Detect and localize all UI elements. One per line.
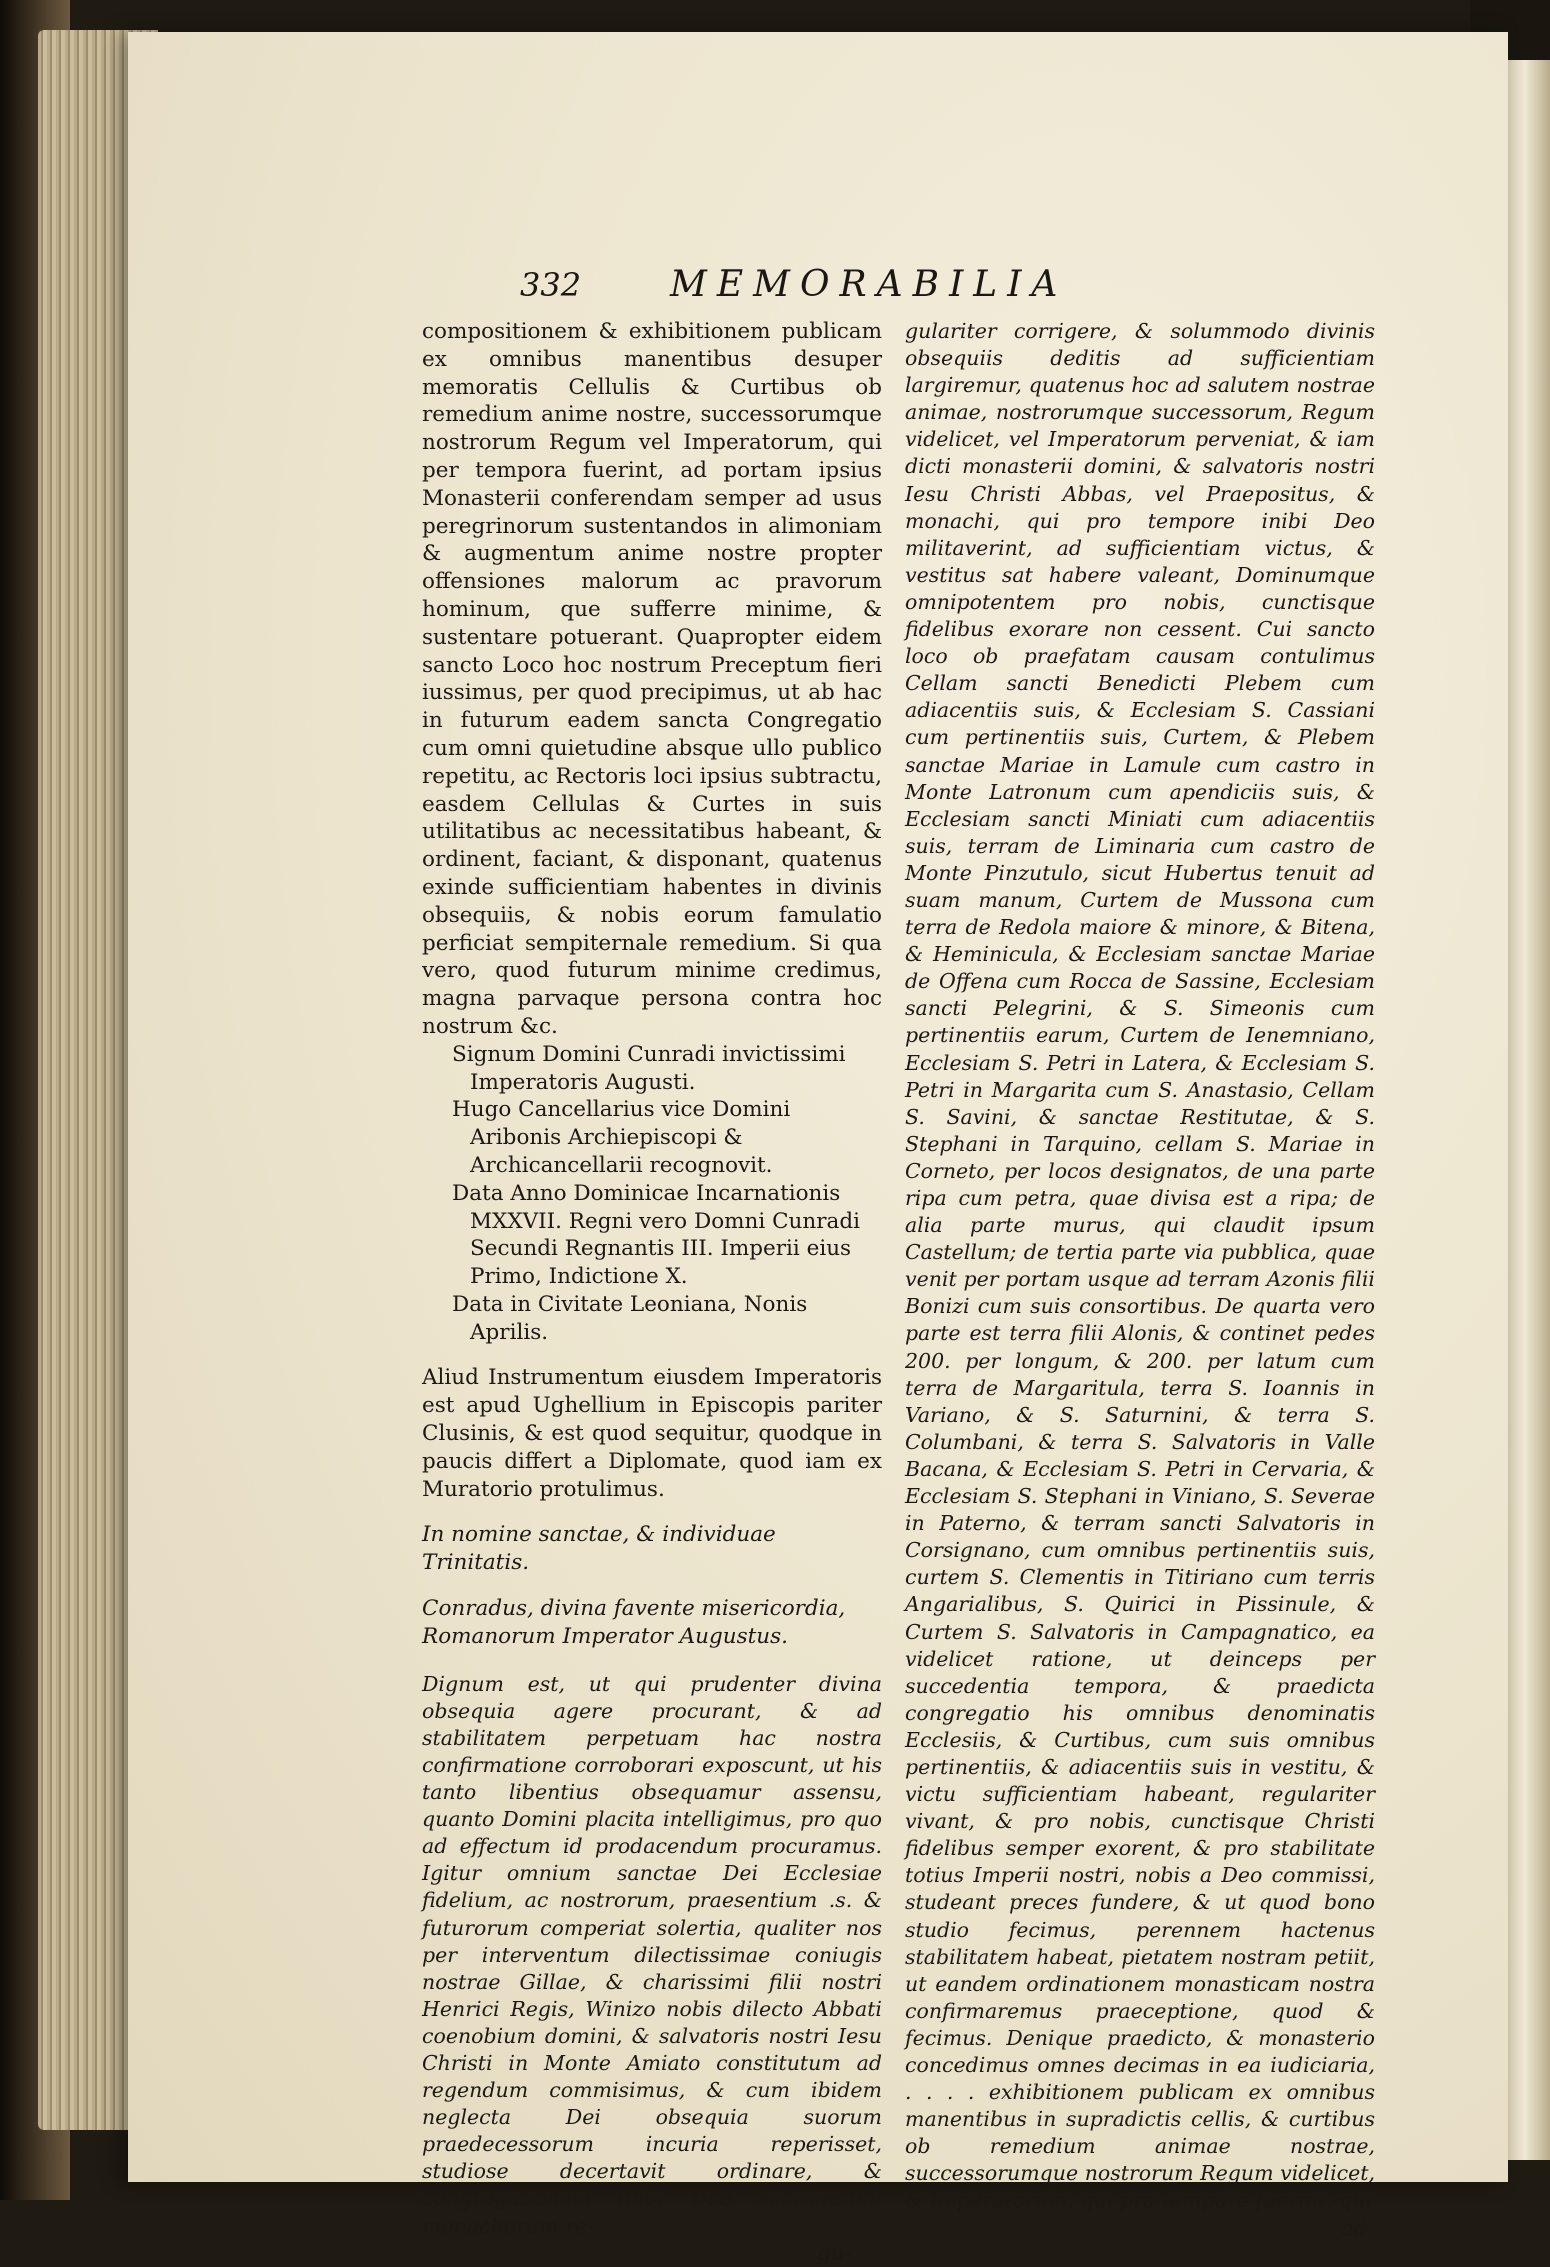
page-number: 332 — [520, 266, 582, 304]
right-column — [905, 318, 1375, 2242]
left-catchword: gu- — [817, 2240, 852, 2266]
invocatio: In nomine sanctae, & individuae Trinitatis. — [422, 1522, 776, 1576]
running-title: MEMORABILIA — [670, 264, 1068, 305]
intitulatio: Conradus, divina favente misericordia, Romanorum Imperator Augustus. — [422, 1596, 846, 1649]
page-header — [520, 262, 1220, 312]
actum-line: Data in Civitate Leoniana, Nonis Aprilis. — [452, 1291, 808, 1345]
intro-paragraph: Aliud Instrumentum eiusdem Imperatoris est apud Ughellium in Episcopis pariter Clusinis, & est quod sequitur, quodque in paucis differt a Diplomate, quod iam ex Muratorio protulimus. — [422, 1365, 882, 1502]
right-column-text: gulariter corrigere, & solummodo divinis obsequiis deditis ad sufficientiam largiremur, quatenus hoc ad salutem nostrae animae, nostrorumque successorum, Regum videlicet, vel Imperatorum perveniat, & iam dicti monasterii domini, & salvatoris nostri Iesu Christi Abbas, vel Praepositus, & monachi, qui pro tempore inibi Deo militaverint, ad sufficientiam victus, & vestitus sat habere valeant, Dominumque omnipotentem pro nobis, cunctisque fidelibus exorare non cessent. Cui sancto loco ob praefatam causam contulimus Cellam sancti Benedicti Plebem cum adiacentiis suis, & Ecclesiam S. Cassiani cum pertinentiis suis, Curtem, & Plebem sanctae Mariae in Lamule cum castro in Monte Latronum cum apendiciis suis, & Ecclesiam sancti Miniati cum adiacentiis suis, terram de Liminaria cum castro de Monte Pinzutulo, sicut Hubertus tenuit ad suam manum, Curtem de Mussona cum terra de Redola maiore & minore, & Bitena, & Heminicula, & Ecclesiam sanctae Mariae de Offena cum Rocca de Sassine, Ecclesiam sancti Pelegrini, & S. Simeonis cum pertinentiis earum, Curtem de Ienemniano, Ecclesiam S. Petri in Latera, & Ecclesiam S. Petri in Margarita cum S. Anastasio, Cellam S. Savini, & sanctae Restitutae, & S. Stephani in Tarquino, cellam S. Mariae in Corneto, per locos designatos, de una parte ripa cum petra, quae divisa est a ripa; de alia parte murus, qui claudit ipsum Castellum; de tertia parte via pubblica, quae venit per portam usque ad terram Azonis filii Bonizi cum suis consortibus. De quarta vero parte est terra filii Alonis, & continet pedes 200. per longum, & 200. per latum cum terra de Margaritula, terra S. Ioannis in Variano, & S. Saturnini, & terra S. Columbani, & terra S. Salvatoris in Valle Bacana, & Ecclesiam S. Petri in Cervaria, & Ecclesiam S. Stephani in Viniano, S. Severae in Paterno, & terram sancti Salvatoris in Corsignano, cum omnibus pertinentiis suis, curtem S. Clementis in Titiriano cum terris Angarialibus, S. Quirici in Pissinule, & Curtem S. Salvatoris in Campagnatico, ea videlicet ratione, ut deinceps per succedentia tempora, & praedicta congregatio his omnibus denominatis Ecclesiis, & Curtibus, cum suis omnibus pertinentiis, & adiacentiis suis in vestitu, & victu sufficientiam habeant, regulariter vivant, & pro nobis, cunctisque Christi fidelibus semper exorent, & pro stabilitate totius Imperii nostri, nobis a Deo commissi, studeant preces fundere, & ut quod bono studio fecimus, perennem hactenus stabilitatem habeat, pietatem nostram petiit, ut eandem ordinationem monasticam nostra confirmaremus praeceptione, quod & fecimus. Denique praedicto, & monasterio concedimus omnes decimas in ea iudiciaria, . . . . exhibitionem publicam ex omnibus manentibus in supradictis cellis, & curtibus ob remedium animae nostrae, successorumque nostrorum Regum videlicet, & Imperatorum, qui pro tempore fuerint, qui — [905, 319, 1375, 2213]
recognition-line: Hugo Cancellarius vice Domini Aribonis Archiepiscopi & Archicancellarii recognovit. — [452, 1097, 791, 1178]
right-catchword: ad — [1341, 2215, 1367, 2240]
left-column — [422, 318, 882, 2267]
diploma-text: Dignum est, ut qui prudenter divina obsequia agere procurant, & ad stabilitatem perpetuam hac nostra confirmatione corroborari exposcunt, ut his tanto libentius obsequamur assensu, quanto Domini placita intelligimus, pro quo ad effectum id prodacendum procuramus. Igitur omnium sanctae Dei Ecclesiae fidelium, ac nostrorum, praesentium .s. & futurorum comperiat solertia, qualiter nos per interventum dilectissimae coniugis nostrae Gillae, & charissimi filii nostri Henrici Regis, Winizo nobis dilecto Abbati coenobium domini, & salvatoris nostri Iesu Christi in Monte Amiato constitutum ad regendum commisimus, & cum ibidem neglecta Dei obsequia suorum praedecessorum incuria reperisset, studiose decertavit ordinare, & congregationem inibi Deo servientium monachorum re- — [422, 1671, 882, 2238]
left-column-text: compositionem & exhibitionem publicam ex omnibus manentibus desuper memoratis Cellulis & Curtibus ob remedium anime nostre, successorumque nostrorum Regum vel Imperatorum, qui per tempora fuerint, ad portam ipsius Monasterii conferendam semper ad usus peregrinorum sustentandos in alimoniam & augmentum anime nostre propter offensiones malorum ac pravorum hominum, que sufferre minime, & sustentare potuerant. Quapropter eidem sancto Loco hoc nostrum Preceptum fieri iussimus, per quod precipimus, ut ab hac in futurum eadem sancta Congregatio cum omni quietudine absque ullo publico repetitu, ac Rectoris loci ipsius subtractu, easdem Cellulas & Curtes in suis utilitatibus ac necessitatibus habeant, & ordinent, faciant, & disponant, quatenus exinde sufficientiam habentes in divinis obsequiis, & nobis eorum famulatio perficiat sempiternale remedium. Si qua vero, quod futurum minime credimus, magna parvaque persona contra hoc nostrum &c. — [422, 319, 882, 1039]
datum-line: Data Anno Dominicae Incarnationis MXXVII. Regni vero Domni Cunradi Secundi Regnantis III. Imperii eius Primo, Indictione X. — [452, 1180, 860, 1290]
subscriptions — [422, 1041, 882, 1347]
facing-page-edge — [1508, 60, 1550, 2160]
signum-line: Signum Domini Cunradi invictissimi Imperatoris Augusti. — [452, 1041, 846, 1095]
